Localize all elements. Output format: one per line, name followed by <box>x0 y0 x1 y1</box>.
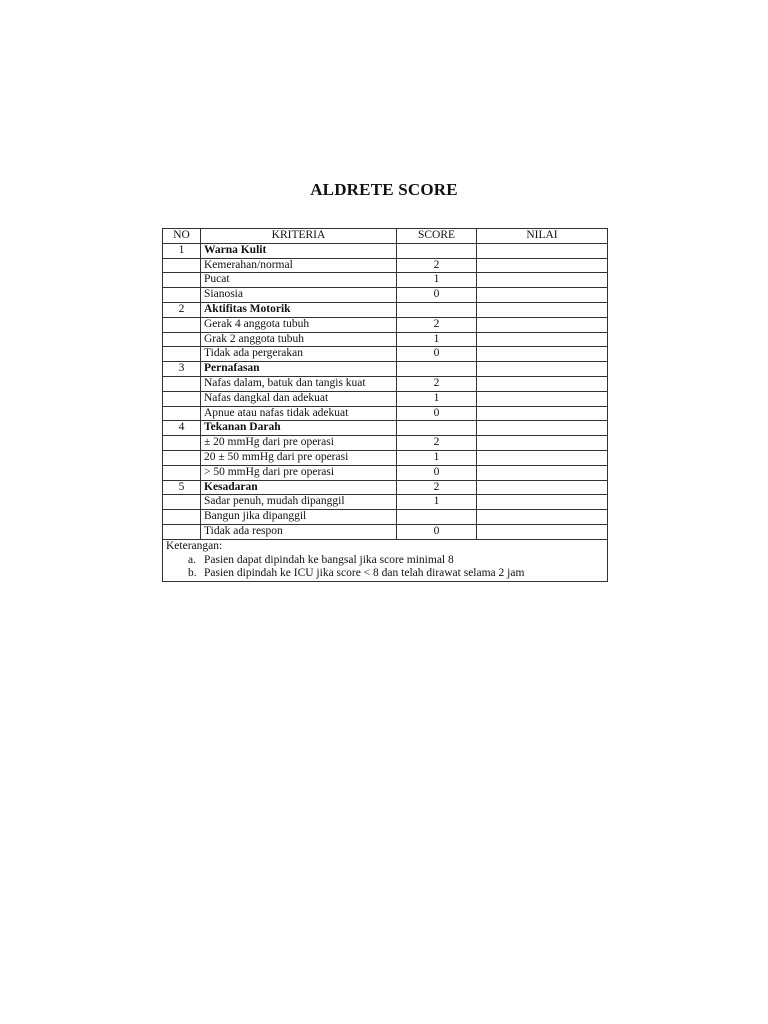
row-kriteria-cell: ± 20 mmHg dari pre operasi <box>201 436 397 451</box>
criteria-option-row <box>163 450 608 465</box>
document-title: ALDRETE SCORE <box>310 180 458 199</box>
row-nilai-cell[interactable] <box>477 362 608 377</box>
table-header-row <box>163 229 608 244</box>
row-score-cell: 0 <box>397 406 477 421</box>
criteria-group-row <box>163 362 608 377</box>
row-no-cell <box>163 258 201 273</box>
row-no-cell <box>163 317 201 332</box>
header-kriteria: KRITERIA <box>201 229 397 244</box>
row-score-cell: 2 <box>397 317 477 332</box>
header-nilai: NILAI <box>477 229 608 244</box>
row-nilai-cell[interactable] <box>477 273 608 288</box>
row-kriteria-cell: Nafas dalam, batuk dan tangis kuat <box>201 376 397 391</box>
row-kriteria-cell: Nafas dangkal dan adekuat <box>201 391 397 406</box>
note-item <box>188 554 604 568</box>
row-no-cell <box>163 465 201 480</box>
row-score-cell: 2 <box>397 480 477 495</box>
criteria-option-row <box>163 332 608 347</box>
row-nilai-cell[interactable] <box>477 495 608 510</box>
row-kriteria-cell: Warna Kulit <box>201 243 397 258</box>
row-kriteria-cell: Sianosia <box>201 288 397 303</box>
row-score-cell <box>397 302 477 317</box>
criteria-group-row <box>163 302 608 317</box>
row-score-cell: 0 <box>397 465 477 480</box>
row-no-cell: 1 <box>163 243 201 258</box>
row-score-cell: 1 <box>397 450 477 465</box>
row-no-cell <box>163 524 201 539</box>
row-kriteria-cell: Aktifitas Motorik <box>201 302 397 317</box>
row-score-cell: 2 <box>397 258 477 273</box>
row-nilai-cell[interactable] <box>477 347 608 362</box>
row-no-cell <box>163 332 201 347</box>
row-no-cell <box>163 406 201 421</box>
row-kriteria-cell: Tidak ada pergerakan <box>201 347 397 362</box>
row-score-cell <box>397 243 477 258</box>
row-score-cell <box>397 421 477 436</box>
row-no-cell <box>163 450 201 465</box>
row-no-cell: 3 <box>163 362 201 377</box>
note-item <box>188 567 604 581</box>
row-nilai-cell[interactable] <box>477 524 608 539</box>
row-kriteria-cell: Kemerahan/normal <box>201 258 397 273</box>
note-text: Pasien dipindah ke ICU jika score < 8 dan telah dirawat selama 2 jam <box>204 567 525 580</box>
criteria-option-row <box>163 510 608 525</box>
row-no-cell <box>163 288 201 303</box>
criteria-option-row <box>163 258 608 273</box>
note-text: Pasien dapat dipindah ke bangsal jika score minimal 8 <box>204 553 454 566</box>
row-kriteria-cell: Bangun jika dipanggil <box>201 510 397 525</box>
row-kriteria-cell: Pucat <box>201 273 397 288</box>
row-score-cell <box>397 510 477 525</box>
criteria-option-row <box>163 524 608 539</box>
criteria-option-row <box>163 317 608 332</box>
header-score: SCORE <box>397 229 477 244</box>
notes-cell <box>163 539 608 581</box>
note-letter: a. <box>188 553 196 566</box>
row-nilai-cell[interactable] <box>477 258 608 273</box>
row-kriteria-cell: Sadar penuh, mudah dipanggil <box>201 495 397 510</box>
row-nilai-cell[interactable] <box>477 480 608 495</box>
criteria-group-row <box>163 243 608 258</box>
criteria-option-row <box>163 273 608 288</box>
row-kriteria-cell: > 50 mmHg dari pre operasi <box>201 465 397 480</box>
row-no-cell: 4 <box>163 421 201 436</box>
row-score-cell: 2 <box>397 376 477 391</box>
criteria-option-row <box>163 391 608 406</box>
row-score-cell: 1 <box>397 332 477 347</box>
row-no-cell <box>163 347 201 362</box>
criteria-group-row <box>163 421 608 436</box>
row-nilai-cell[interactable] <box>477 243 608 258</box>
row-kriteria-cell: Gerak 4 anggota tubuh <box>201 317 397 332</box>
criteria-group-row <box>163 480 608 495</box>
row-score-cell: 1 <box>397 273 477 288</box>
row-score-cell: 0 <box>397 347 477 362</box>
row-kriteria-cell: 20 ± 50 mmHg dari pre operasi <box>201 450 397 465</box>
row-kriteria-cell: Grak 2 anggota tubuh <box>201 332 397 347</box>
row-nilai-cell[interactable] <box>477 391 608 406</box>
row-no-cell: 5 <box>163 480 201 495</box>
row-score-cell: 2 <box>397 436 477 451</box>
row-nilai-cell[interactable] <box>477 302 608 317</box>
row-kriteria-cell: Pernafasan <box>201 362 397 377</box>
row-score-cell <box>397 362 477 377</box>
aldrete-score-table <box>162 228 608 582</box>
row-no-cell <box>163 391 201 406</box>
criteria-option-row <box>163 347 608 362</box>
row-score-cell: 0 <box>397 524 477 539</box>
criteria-option-row <box>163 406 608 421</box>
notes-list <box>166 554 604 582</box>
row-nilai-cell[interactable] <box>477 317 608 332</box>
note-letter: b. <box>188 567 197 580</box>
row-no-cell <box>163 436 201 451</box>
row-nilai-cell[interactable] <box>477 436 608 451</box>
row-kriteria-cell: Kesadaran <box>201 480 397 495</box>
row-no-cell <box>163 376 201 391</box>
row-kriteria-cell: Tidak ada respon <box>201 524 397 539</box>
header-no: NO <box>163 229 201 244</box>
table-body <box>163 243 608 539</box>
notes-heading: Keterangan: <box>166 539 223 552</box>
row-nilai-cell[interactable] <box>477 450 608 465</box>
row-no-cell <box>163 495 201 510</box>
row-no-cell <box>163 273 201 288</box>
row-score-cell: 1 <box>397 391 477 406</box>
row-score-cell: 0 <box>397 288 477 303</box>
criteria-option-row <box>163 436 608 451</box>
row-nilai-cell[interactable] <box>477 376 608 391</box>
criteria-option-row <box>163 495 608 510</box>
row-no-cell: 2 <box>163 302 201 317</box>
row-nilai-cell[interactable] <box>477 510 608 525</box>
row-score-cell: 1 <box>397 495 477 510</box>
criteria-option-row <box>163 465 608 480</box>
row-nilai-cell[interactable] <box>477 421 608 436</box>
row-no-cell <box>163 510 201 525</box>
row-kriteria-cell: Tekanan Darah <box>201 421 397 436</box>
row-nilai-cell[interactable] <box>477 406 608 421</box>
row-nilai-cell[interactable] <box>477 465 608 480</box>
row-kriteria-cell: Apnue atau nafas tidak adekuat <box>201 406 397 421</box>
criteria-option-row <box>163 288 608 303</box>
criteria-option-row <box>163 376 608 391</box>
notes-row <box>163 539 608 581</box>
row-nilai-cell[interactable] <box>477 288 608 303</box>
row-nilai-cell[interactable] <box>477 332 608 347</box>
